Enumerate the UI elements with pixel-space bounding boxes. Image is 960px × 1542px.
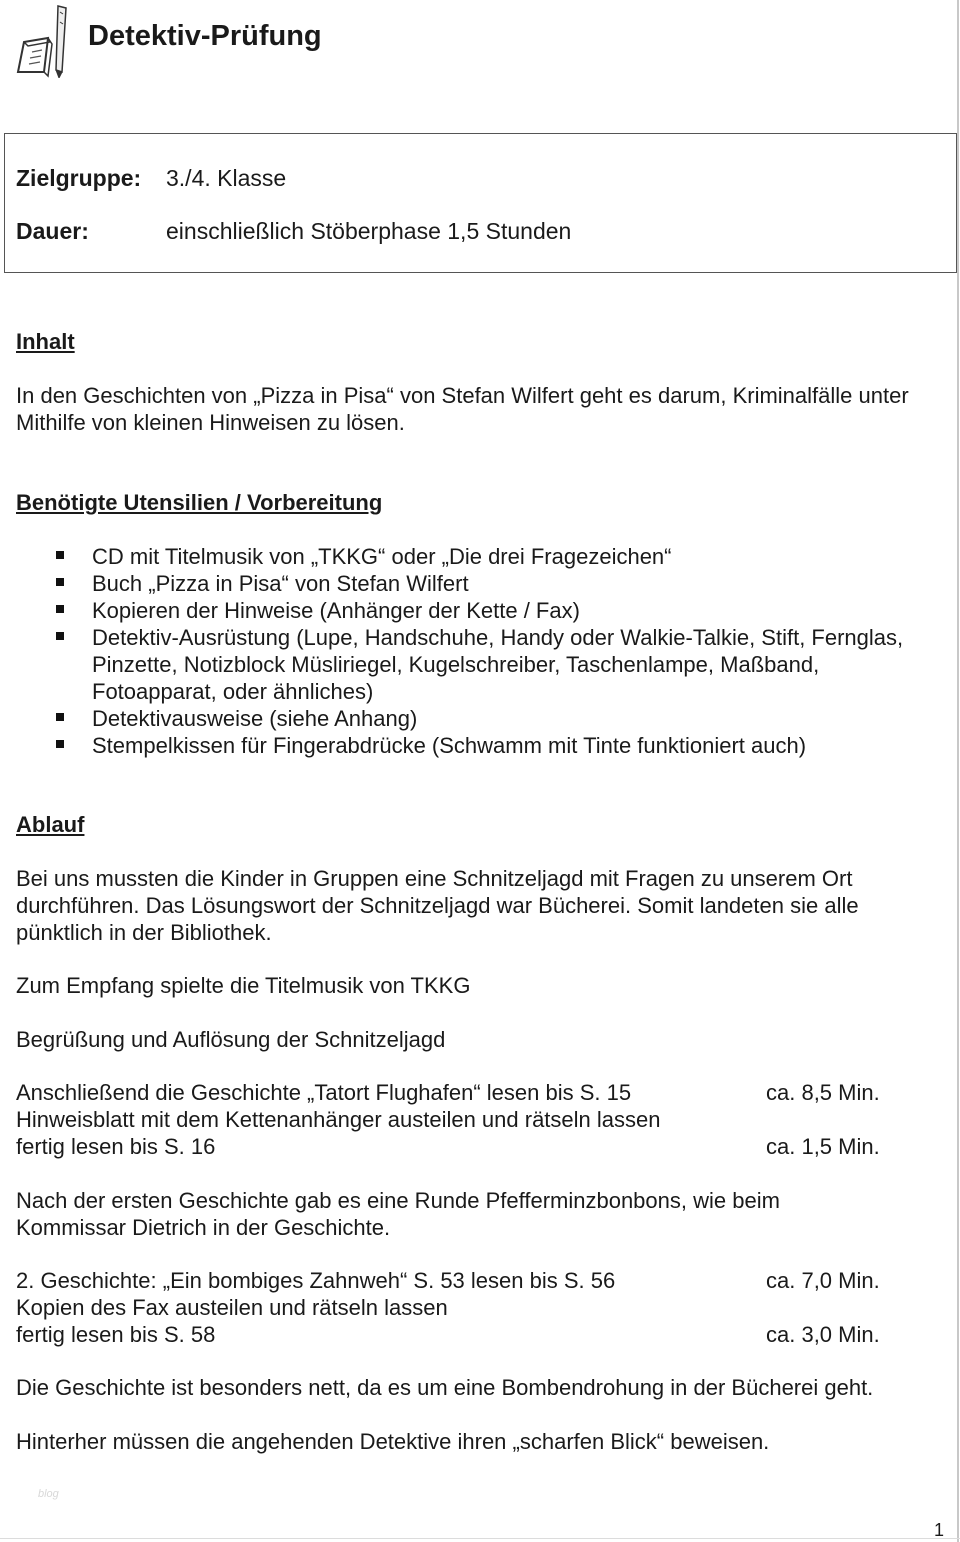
story-1-line-3: fertig lesen bis S. 16 bbox=[16, 1134, 216, 1159]
bullet-square-icon bbox=[56, 632, 64, 640]
story-1-time-2: ca. 1,5 Min. bbox=[766, 1134, 880, 1159]
list-item: Stempelkissen für Fingerabdrücke (Schwamm mit Tinte funktioniert auch) bbox=[52, 732, 932, 759]
utensilien-list bbox=[52, 543, 932, 759]
dauer-value: einschließlich Stöberphase 1,5 Stunden bbox=[166, 218, 572, 244]
story-1-line-2: Hinweisblatt mit dem Kettenanhänger austeilen und rätseln lassen bbox=[16, 1107, 661, 1132]
story-2-time-2: ca. 3,0 Min. bbox=[766, 1322, 880, 1347]
ablauf-paragraph-3: Begrüßung und Auflösung der Schnitzeljagd bbox=[16, 1027, 446, 1052]
utensilien-heading: Benötigte Utensilien / Vorbereitung bbox=[16, 490, 383, 515]
list-item: Kopieren der Hinweise (Anhänger der Kette / Fax) bbox=[52, 597, 932, 624]
dauer-label: Dauer: bbox=[16, 218, 89, 244]
page-title: Detektiv-Prüfung bbox=[88, 20, 322, 52]
page-number: 1 bbox=[934, 1520, 945, 1540]
page-edge-right bbox=[957, 0, 959, 1542]
page-edge-bottom bbox=[0, 1538, 960, 1539]
info-box bbox=[4, 133, 957, 273]
bullet-square-icon bbox=[56, 605, 64, 613]
inhalt-text: In den Geschichten von „Pizza in Pisa“ von Stefan Wilfert geht es darum, Kriminalfälle unter Mithilfe von kleinen Hinweisen zu lösen. bbox=[16, 383, 909, 435]
bullet-square-icon bbox=[56, 551, 64, 559]
watermark: blog bbox=[38, 1488, 59, 1500]
ablauf-paragraph-5: Die Geschichte ist besonders nett, da es um eine Bombendrohung in der Bücherei geht. bbox=[16, 1375, 874, 1400]
story-2-line-2: Kopien des Fax austeilen und rätseln lassen bbox=[16, 1295, 448, 1320]
ablauf-paragraph-6: Hinterher müssen die angehenden Detektive ihren „scharfen Blick“ beweisen. bbox=[16, 1429, 770, 1454]
list-item: CD mit Titelmusik von „TKKG“ oder „Die drei Fragezeichen“ bbox=[52, 543, 932, 570]
story-1-line-1: Anschließend die Geschichte „Tatort Flughafen“ lesen bis S. 15 bbox=[16, 1080, 632, 1105]
story-2-line-1: 2. Geschichte: „Ein bombiges Zahnweh“ S. 53 lesen bis S. 56 bbox=[16, 1268, 616, 1293]
ablauf-paragraph-2: Zum Empfang spielte die Titelmusik von TKKG bbox=[16, 973, 471, 998]
inhalt-heading: Inhalt bbox=[16, 329, 75, 354]
story-2-line-3: fertig lesen bis S. 58 bbox=[16, 1322, 216, 1347]
zielgruppe-label: Zielgruppe: bbox=[16, 165, 142, 191]
story-1-time-1: ca. 8,5 Min. bbox=[766, 1080, 880, 1105]
story-2-time-1: ca. 7,0 Min. bbox=[766, 1268, 880, 1293]
zielgruppe-value: 3./4. Klasse bbox=[166, 165, 287, 191]
ablauf-paragraph-1: Bei uns mussten die Kinder in Gruppen eine Schnitzeljagd mit Fragen zu unserem Ort durchführen. Das Lösungswort der Schnitzeljagd war Bücherei. Somit landeten sie alle pünktlich in der Bibliothek. bbox=[16, 866, 859, 945]
list-item: Detektivausweise (siehe Anhang) bbox=[52, 705, 932, 732]
bullet-square-icon bbox=[56, 578, 64, 586]
bullet-square-icon bbox=[56, 740, 64, 748]
book-pen-icon bbox=[14, 2, 72, 78]
ablauf-heading: Ablauf bbox=[16, 812, 85, 837]
list-item: Buch „Pizza in Pisa“ von Stefan Wilfert bbox=[52, 570, 932, 597]
list-item: Detektiv-Ausrüstung (Lupe, Handschuhe, Handy oder Walkie-Talkie, Stift, Fernglas, Pinzette, Notizblock Müsliriegel, Kugelschreiber, Taschenlampe, Maßband, Fotoapparat, oder ähnliches) bbox=[52, 624, 932, 705]
ablauf-paragraph-4: Nach der ersten Geschichte gab es eine Runde Pfefferminzbonbons, wie beim Kommissar Dietrich in der Geschichte. bbox=[16, 1188, 780, 1240]
bullet-square-icon bbox=[56, 713, 64, 721]
